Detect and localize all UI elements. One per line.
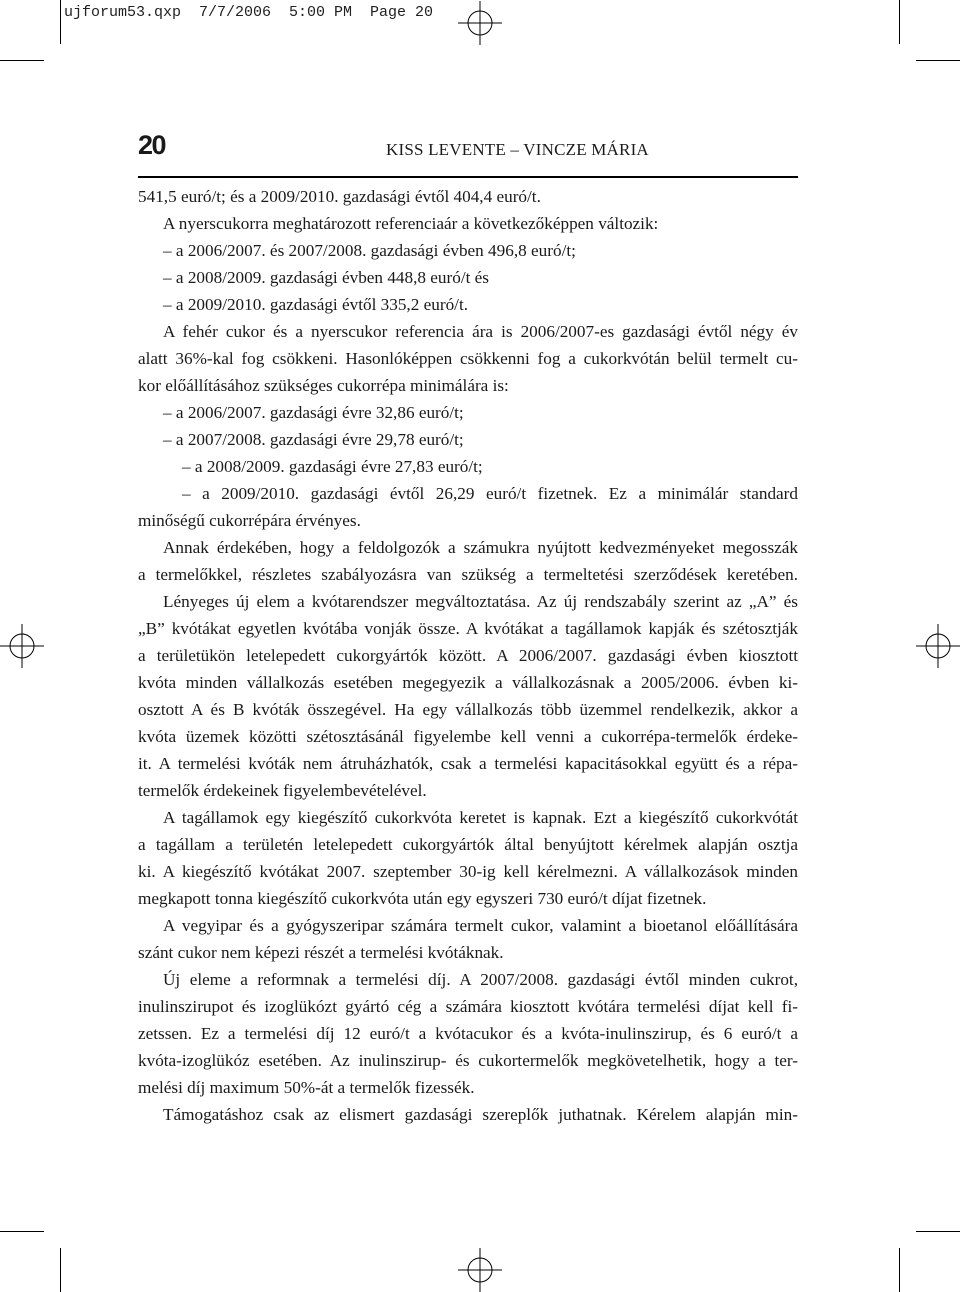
running-head-authors: KISS LEVENTE – VINCZE MÁRIA (386, 140, 649, 159)
text-line: zetssen. Ez a termelési díj 12 euró/t a kvótacukor és a kvóta-inulinszirup, és 6 euró/t a (138, 1024, 798, 1043)
text-line: melési díj maximum 50%-át a termelők fizessék. (138, 1078, 475, 1097)
registration-mark-top (458, 1, 502, 45)
text-line: it. A termelési kvóták nem átruházhatók, csak a termelési kapacitásokkal együtt és a répa- (138, 754, 798, 773)
crop-mark-bottom-left-vertical (60, 1248, 61, 1292)
text-line: termelők érdekeinek figyelembevételével. (138, 781, 427, 800)
crop-mark-top-right-horizontal (916, 60, 960, 61)
crop-mark-top-left-horizontal (0, 60, 44, 61)
text-line: a termelőkkel, részletes szabályozásra van szükség a termeltetési szerződések keretében. (138, 565, 798, 584)
text-line: ki. A kiegészítő kvótákat 2007. szeptember 30-ig kell kérelmezni. A vállalkozások minden (138, 862, 798, 881)
list-item: – a 2006/2007. gazdasági évre 32,86 euró/t; (163, 403, 464, 422)
list-item: – a 2007/2008. gazdasági évre 29,78 euró/t; (163, 430, 464, 449)
text-line: 541,5 euró/t; és a 2009/2010. gazdasági évtől 404,4 euró/t. (138, 187, 541, 206)
registration-mark-bottom (458, 1248, 502, 1292)
list-item: – a 2009/2010. gazdasági évtől 335,2 euró/t. (163, 295, 469, 314)
crop-mark-top-right-vertical (899, 0, 900, 44)
text-line: minőségű cukorrépára érvényes. (138, 511, 361, 530)
text-line: a tagállam a területén letelepedett cukorgyártók által benyújtott kérelmek alapján osztja (138, 835, 798, 854)
list-item: – a 2008/2009. gazdasági évre 27,83 euró/t; (182, 457, 483, 476)
page-header (138, 130, 798, 170)
printer-slug-line: ujforum53.qxp 7/7/2006 5:00 PM Page 20 (64, 4, 434, 21)
crop-mark-bottom-right-horizontal (916, 1231, 960, 1232)
text-line: kvóta minden vállalkozás esetében megegyezik a vállalkozásnak a 2005/2006. évben ki- (138, 673, 798, 692)
text-line: Támogatáshoz csak az elismert gazdasági szereplők juthatnak. Kérelem alapján min- (163, 1105, 798, 1124)
text-line: a területükön letelepedett cukorgyártók között. A 2006/2007. gazdasági évben kiosztott (138, 646, 798, 665)
text-line: szánt cukor nem képezi részét a termelési kvótáknak. (138, 943, 504, 962)
body-text (138, 183, 798, 1128)
text-line: „B” kvótákat egyetlen kvótába vonják össze. A kvótákat a tagállamok kapják és szétosztják (138, 619, 798, 638)
text-line: Új eleme a reformnak a termelési díj. A 2007/2008. gazdasági évtől minden cukrot, (163, 970, 798, 989)
registration-mark-left (0, 624, 44, 668)
text-line: kor előállításához szükséges cukorrépa minimálára is: (138, 376, 509, 395)
text-line: A fehér cukor és a nyerscukor referencia ára is 2006/2007-es gazdasági évtől négy év (163, 322, 798, 341)
text-line: inulinszirupot és izoglükózt gyártó cég a számára kiosztott kvótára termelési díjat kell fi- (138, 997, 798, 1016)
text-line: A tagállamok egy kiegészítő cukorkvóta keretet is kapnak. Ezt a kiegészítő cukorkvótát (163, 808, 798, 827)
page-number: 20 (138, 130, 166, 160)
text-line: kvóta üzemek közötti szétosztásánál figyelembe kell venni a cukorrépa-termelők érdeke- (138, 727, 798, 746)
text-line: A vegyipar és a gyógyszeripar számára termelt cukor, valamint a bioetanol előállítására (163, 916, 798, 935)
crop-mark-bottom-right-vertical (899, 1248, 900, 1292)
text-line: Lényeges új elem a kvótarendszer megváltoztatása. Az új rendszabály szerint az „A” és (163, 592, 798, 611)
crop-mark-bottom-left-horizontal (0, 1231, 44, 1232)
header-rule (138, 176, 798, 178)
text-line: megkapott tonna kiegészítő cukorkvóta után egy egyszeri 730 euró/t díjat fizetnek. (138, 889, 707, 908)
registration-mark-right (916, 624, 960, 668)
text-line: kvóta-izoglükóz esetében. Az inulinszirup- és cukortermelők megkövetelhetik, hogy a ter- (138, 1051, 798, 1070)
text-line: osztott A és B kvóták összegével. Ha egy vállalkozás több üzemmel rendelkezik, akkor a (138, 700, 798, 719)
list-item: – a 2009/2010. gazdasági évtől 26,29 euró/t fizetnek. Ez a minimálár standard (182, 484, 798, 503)
list-item: – a 2006/2007. és 2007/2008. gazdasági évben 496,8 euró/t; (163, 241, 576, 260)
list-item: – a 2008/2009. gazdasági évben 448,8 euró/t és (163, 268, 490, 287)
text-line: A nyerscukorra meghatározott referenciaár a következőképpen változik: (163, 214, 659, 233)
text-line: alatt 36%-kal fog csökkeni. Hasonlóképpen csökkenni fog a cukorkvótán belül termelt cu- (138, 349, 798, 368)
text-line: Annak érdekében, hogy a feldolgozók a számukra nyújtott kedvezményeket megosszák (163, 538, 798, 557)
crop-mark-top-left-vertical (60, 0, 61, 44)
